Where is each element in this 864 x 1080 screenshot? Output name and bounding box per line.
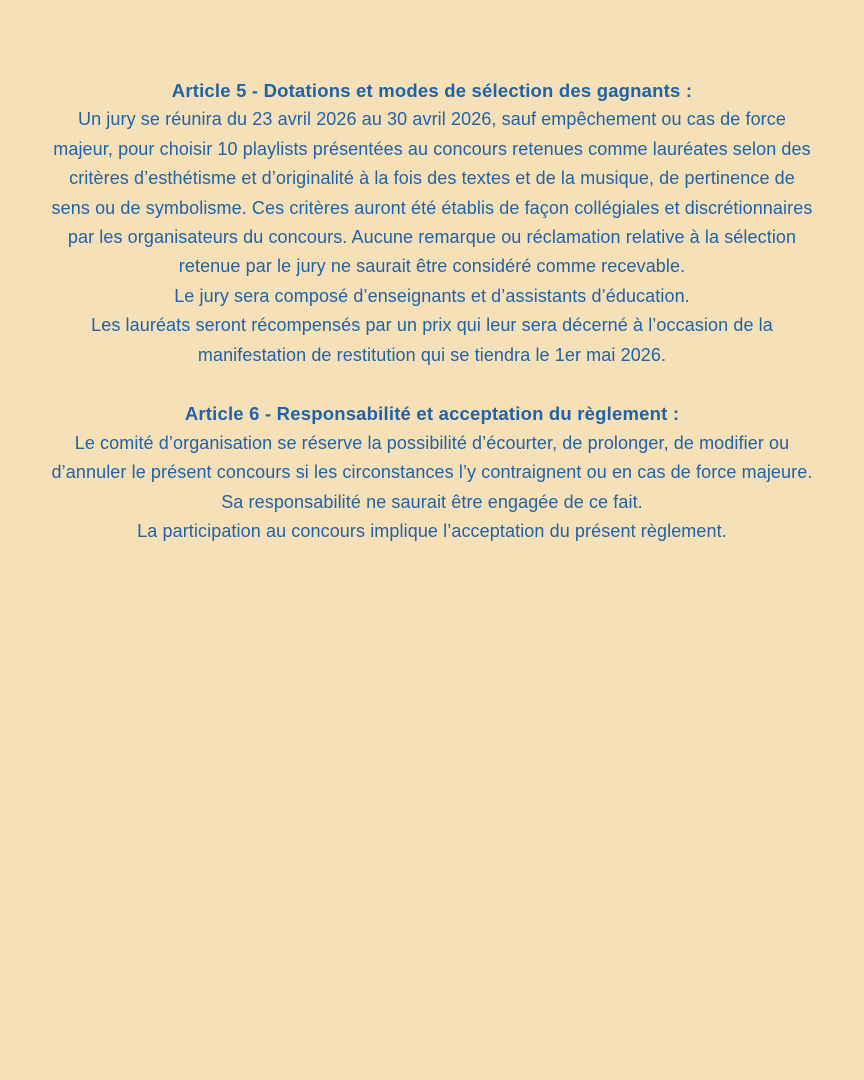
article-5-heading: Article 5 - Dotations et modes de sélection des gagnants :	[171, 80, 693, 101]
article-5-line: majeur, pour choisir 10 playlists présentées au concours retenues comme lauréates selon des	[53, 138, 811, 159]
article-6-line: La participation au concours implique l’acceptation du présent règlement.	[137, 521, 727, 542]
article-5-line: Les lauréats seront récompensés par un prix qui leur sera décerné à l’occasion de la	[91, 315, 773, 336]
article-5-line: par les organisateurs du concours. Aucune remarque ou réclamation relative à la sélection	[67, 227, 797, 248]
article-5-section	[6, 76, 858, 370]
article-6-section	[6, 399, 858, 546]
article-5-line: Le jury sera composé d’enseignants et d’assistants d’éducation.	[174, 285, 690, 306]
article-5-line: sens ou de symbolisme. Ces critères auront été établis de façon collégiales et discrétionnaires	[51, 197, 813, 218]
article-6-line: Sa responsabilité ne saurait être engagée de ce fait.	[221, 491, 643, 512]
article-5-line: retenue par le jury ne saurait être considéré comme recevable.	[178, 256, 686, 277]
article-6-line: d’annuler le présent concours si les circonstances l’y contraignent ou en cas de force majeure.	[51, 462, 813, 483]
article-6-heading: Article 6 - Responsabilité et acceptation du règlement :	[184, 403, 680, 425]
article-6-line: Le comité d’organisation se réserve la possibilité d’écourter, de prolonger, de modifier ou	[74, 432, 790, 453]
article-5-line: manifestation de restitution qui se tiendra le 1er mai 2026.	[197, 344, 667, 365]
article-5-line: Un jury se réunira du 23 avril 2026 au 30 avril 2026, sauf empêchement ou cas de force	[77, 109, 786, 130]
article-5-line: critères d’esthétisme et d’originalité à la fois des textes et de la musique, de pertinence de	[69, 168, 795, 189]
